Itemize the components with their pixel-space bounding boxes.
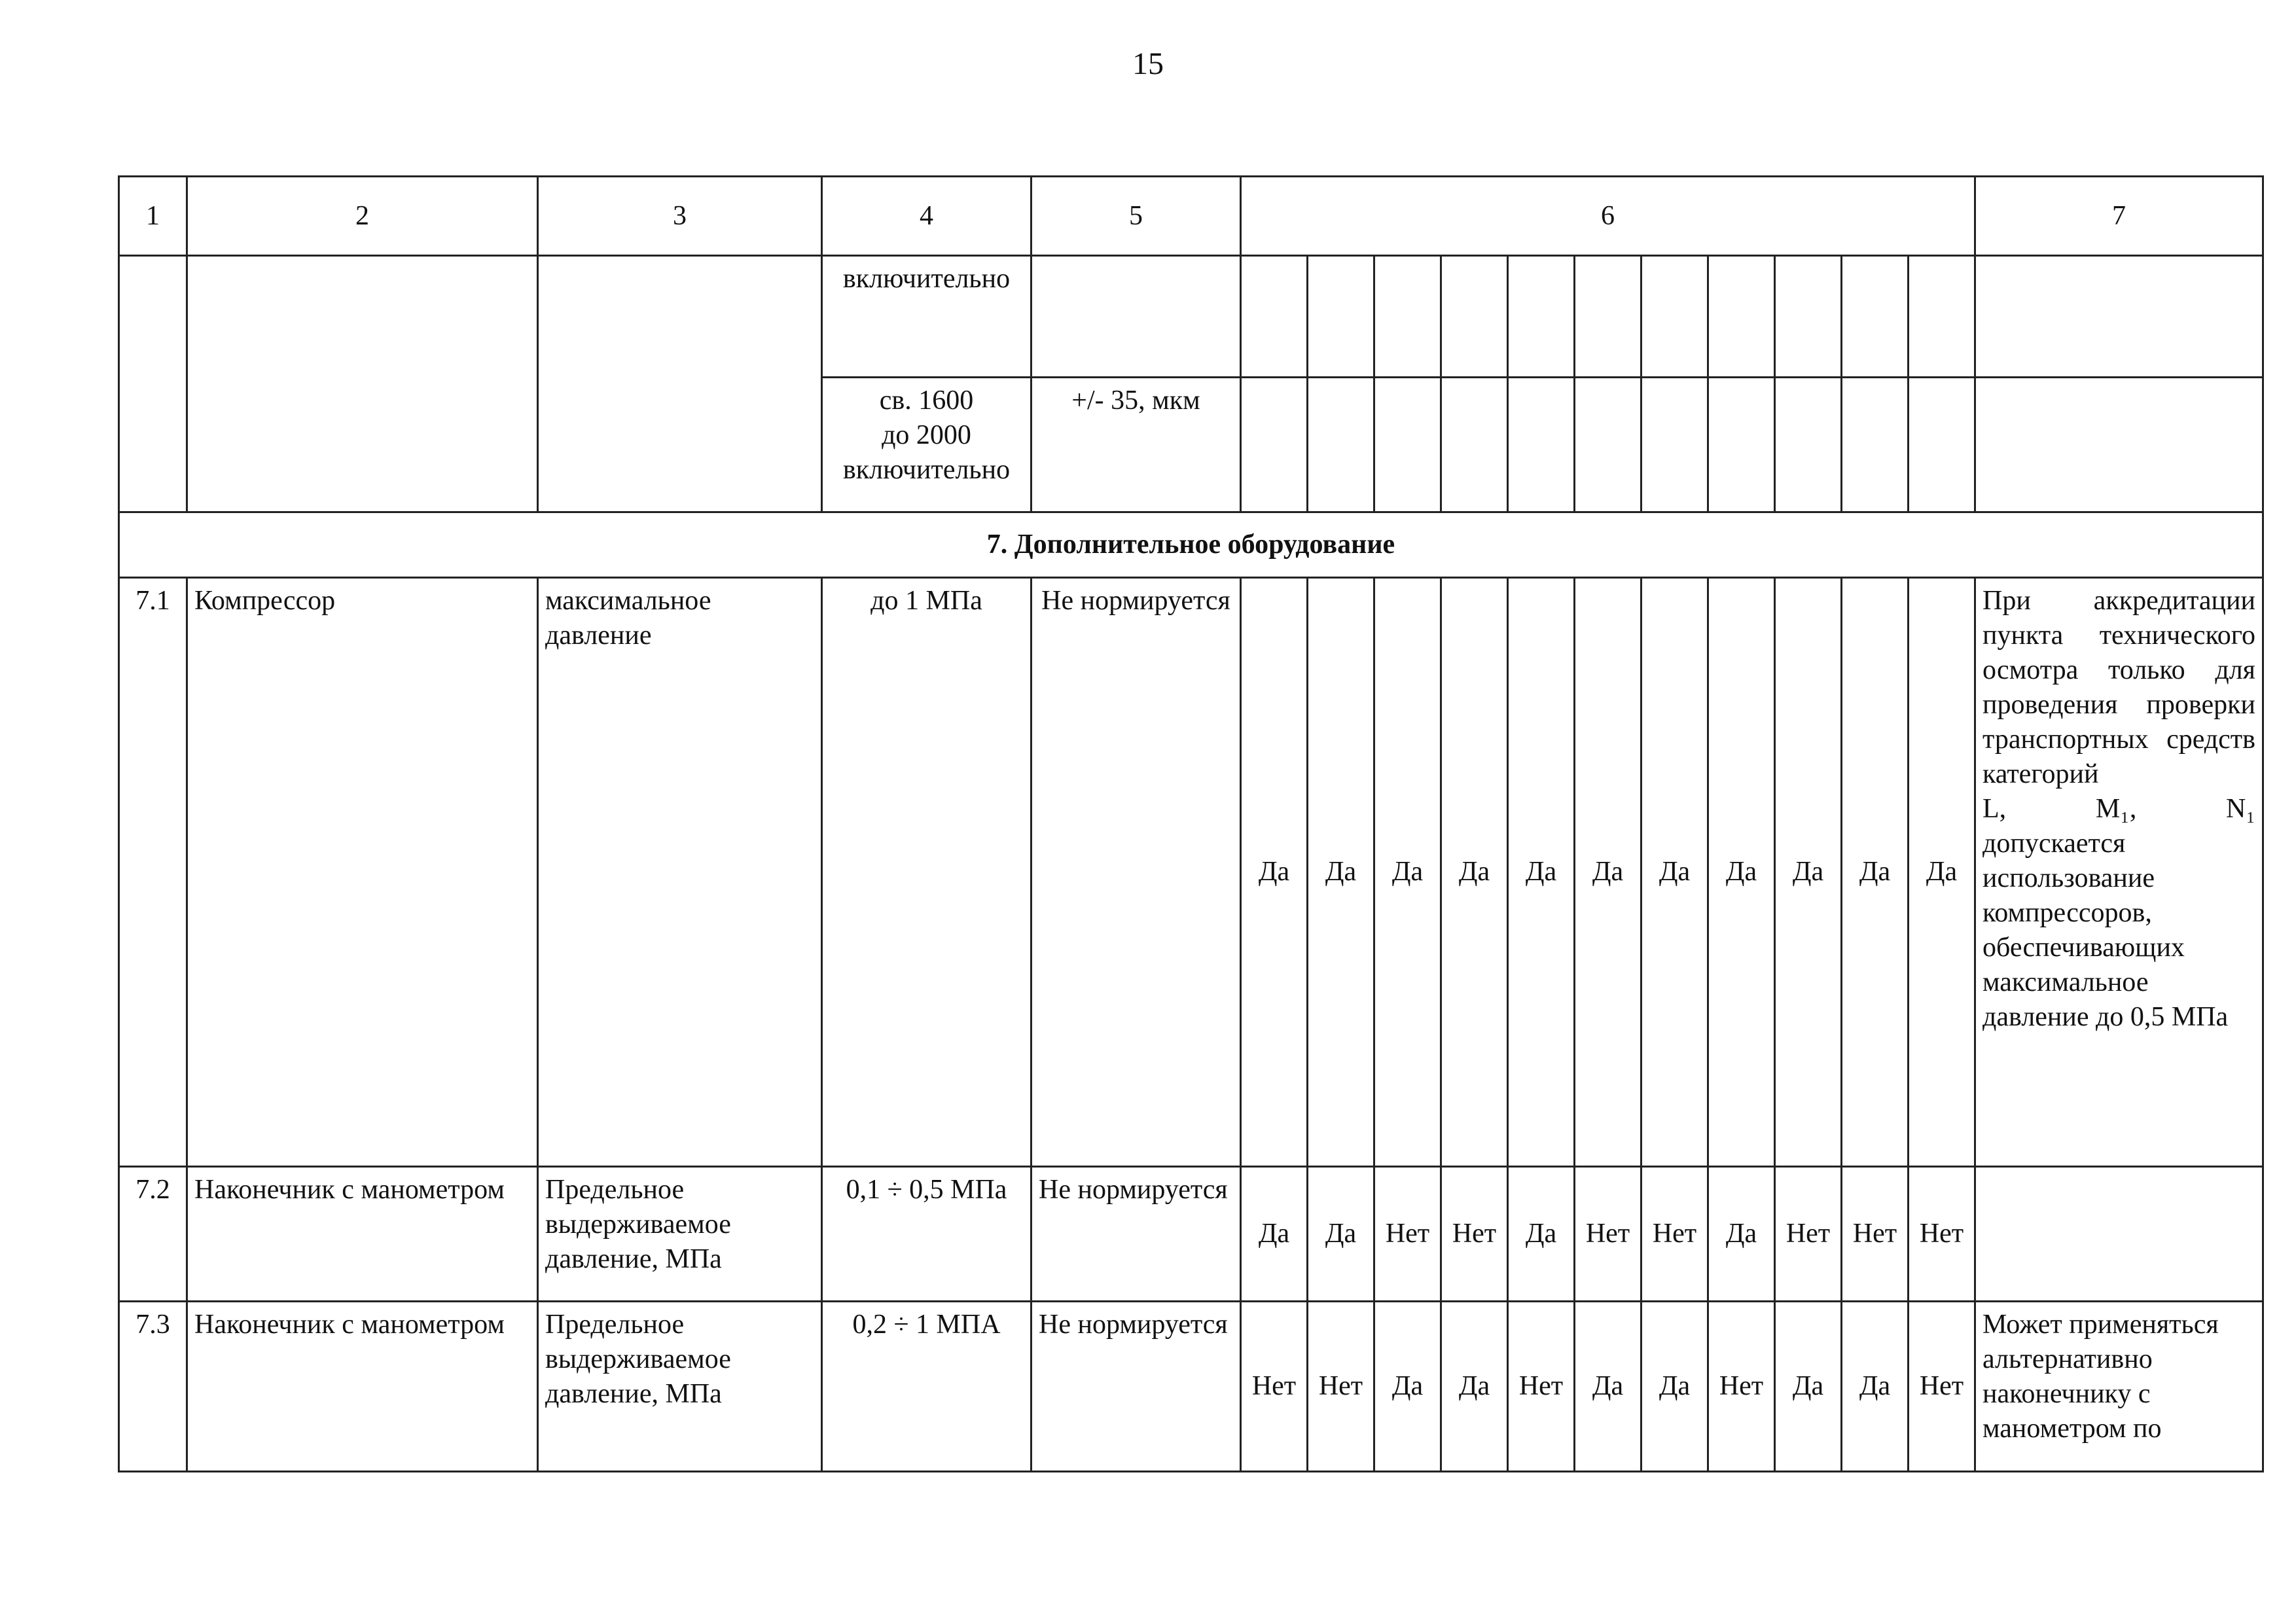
category-flag: Да xyxy=(1909,578,1975,1167)
category-flag: Нет xyxy=(1708,1302,1775,1472)
category-flag: Нет xyxy=(1842,1167,1909,1302)
category-letter: L, xyxy=(1982,794,2007,824)
header-col-1: 1 xyxy=(119,177,187,256)
category-flag: Да xyxy=(1308,578,1374,1167)
category-flag: Да xyxy=(1775,578,1842,1167)
header-col-6: 6 xyxy=(1241,177,1975,256)
note-cell: Может применяться альтернативно наконечнику с манометром по xyxy=(1975,1302,2263,1472)
category-flag: Да xyxy=(1708,578,1775,1167)
header-col-4: 4 xyxy=(822,177,1031,256)
flag-cell-empty xyxy=(1641,378,1708,512)
category-letter: M₁, xyxy=(2095,794,2137,824)
category-flag: Да xyxy=(1575,578,1641,1167)
category-flag: Да xyxy=(1441,1302,1508,1472)
category-flag: Нет xyxy=(1775,1167,1842,1302)
flag-cell-empty xyxy=(1508,378,1575,512)
note-text: допускается использование компрессоров, обеспечивающих максимальное давление до 0,5 МПа xyxy=(1982,829,2229,1032)
header-col-5: 5 xyxy=(1031,177,1241,256)
flag-cell-empty xyxy=(1575,256,1641,378)
continuation-row xyxy=(119,256,2263,378)
note-cell-empty xyxy=(1975,256,2263,378)
category-flag: Нет xyxy=(1909,1302,1975,1472)
category-letters xyxy=(1982,792,2255,827)
equipment-name: Наконечник с манометром xyxy=(187,1167,538,1302)
tolerance: Не нормируется xyxy=(1031,578,1241,1167)
header-col-7: 7 xyxy=(1975,177,2263,256)
cont-range-cell: включительно xyxy=(822,256,1031,378)
note-cell xyxy=(1975,578,2263,1167)
flag-cell-empty xyxy=(1374,378,1441,512)
flag-cell-empty xyxy=(1241,256,1308,378)
category-flag: Да xyxy=(1374,1302,1441,1472)
category-flag: Да xyxy=(1842,578,1909,1167)
table-row xyxy=(119,1167,2263,1302)
category-flag: Да xyxy=(1508,578,1575,1167)
flag-cell-empty xyxy=(1909,256,1975,378)
category-flag: Да xyxy=(1641,1302,1708,1472)
header-row xyxy=(119,177,2263,256)
equipment-name: Наконечник с манометром xyxy=(187,1302,538,1472)
category-flag: Да xyxy=(1775,1302,1842,1472)
category-flag: Нет xyxy=(1641,1167,1708,1302)
category-letter: N₁ xyxy=(2226,794,2255,824)
table-row xyxy=(119,1302,2263,1472)
flag-cell-empty xyxy=(1708,256,1775,378)
equipment-name: Компрессор xyxy=(187,578,538,1167)
cont-tolerance-cell: +/- 35, мкм xyxy=(1031,378,1241,512)
tolerance: Не нормируется xyxy=(1031,1302,1241,1472)
flag-cell-empty xyxy=(1909,378,1975,512)
category-flag: Да xyxy=(1575,1302,1641,1472)
category-flag: Нет xyxy=(1374,1167,1441,1302)
range: до 1 МПа xyxy=(822,578,1031,1167)
category-flag: Нет xyxy=(1909,1167,1975,1302)
flag-cell-empty xyxy=(1708,378,1775,512)
section-row xyxy=(119,512,2263,578)
category-flag: Да xyxy=(1641,578,1708,1167)
category-flag: Да xyxy=(1708,1167,1775,1302)
flag-cell-empty xyxy=(1374,256,1441,378)
note-cell-empty xyxy=(1975,378,2263,512)
cont-tolerance-cell xyxy=(1031,256,1241,378)
page-number: 15 xyxy=(1132,46,1164,81)
cont-range-cell: св. 1600 до 2000 включительно xyxy=(822,378,1031,512)
cell-empty xyxy=(538,256,822,512)
header-col-3: 3 xyxy=(538,177,822,256)
row-number: 7.3 xyxy=(119,1302,187,1472)
range: 0,2 ÷ 1 МПА xyxy=(822,1302,1031,1472)
category-flag: Да xyxy=(1241,578,1308,1167)
row-number: 7.1 xyxy=(119,578,187,1167)
flag-cell-empty xyxy=(1775,378,1842,512)
table-row xyxy=(119,578,2263,1167)
flag-cell-empty xyxy=(1575,378,1641,512)
category-flag: Нет xyxy=(1575,1167,1641,1302)
equipment-table xyxy=(118,175,2264,1472)
flag-cell-empty xyxy=(1842,378,1909,512)
range: 0,1 ÷ 0,5 МПа xyxy=(822,1167,1031,1302)
category-flag: Да xyxy=(1374,578,1441,1167)
cell-empty xyxy=(187,256,538,512)
category-flag: Да xyxy=(1842,1302,1909,1472)
flag-cell-empty xyxy=(1308,256,1374,378)
category-flag: Да xyxy=(1241,1167,1308,1302)
flag-cell-empty xyxy=(1441,378,1508,512)
flag-cell-empty xyxy=(1508,256,1575,378)
parameter: Предельное выдерживаемое давление, МПа xyxy=(538,1167,822,1302)
flag-cell-empty xyxy=(1308,378,1374,512)
parameter: максимальное давление xyxy=(538,578,822,1167)
category-flag: Нет xyxy=(1441,1167,1508,1302)
flag-cell-empty xyxy=(1641,256,1708,378)
row-number: 7.2 xyxy=(119,1167,187,1302)
note-text: При аккредитации пункта технического осмотра только для проведения проверки транспортных средств категорий xyxy=(1982,586,2255,789)
header-col-2: 2 xyxy=(187,177,538,256)
category-flag: Да xyxy=(1308,1167,1374,1302)
flag-cell-empty xyxy=(1842,256,1909,378)
section-title: 7. Дополнительное оборудование xyxy=(119,512,2263,578)
parameter: Предельное выдерживаемое давление, МПа xyxy=(538,1302,822,1472)
note-cell xyxy=(1975,1167,2263,1302)
flag-cell-empty xyxy=(1441,256,1508,378)
tolerance: Не нормируется xyxy=(1031,1167,1241,1302)
flag-cell-empty xyxy=(1241,378,1308,512)
category-flag: Да xyxy=(1508,1167,1575,1302)
category-flag: Да xyxy=(1441,578,1508,1167)
category-flag: Нет xyxy=(1508,1302,1575,1472)
cell-empty xyxy=(119,256,187,512)
flag-cell-empty xyxy=(1775,256,1842,378)
category-flag: Нет xyxy=(1241,1302,1308,1472)
category-flag: Нет xyxy=(1308,1302,1374,1472)
